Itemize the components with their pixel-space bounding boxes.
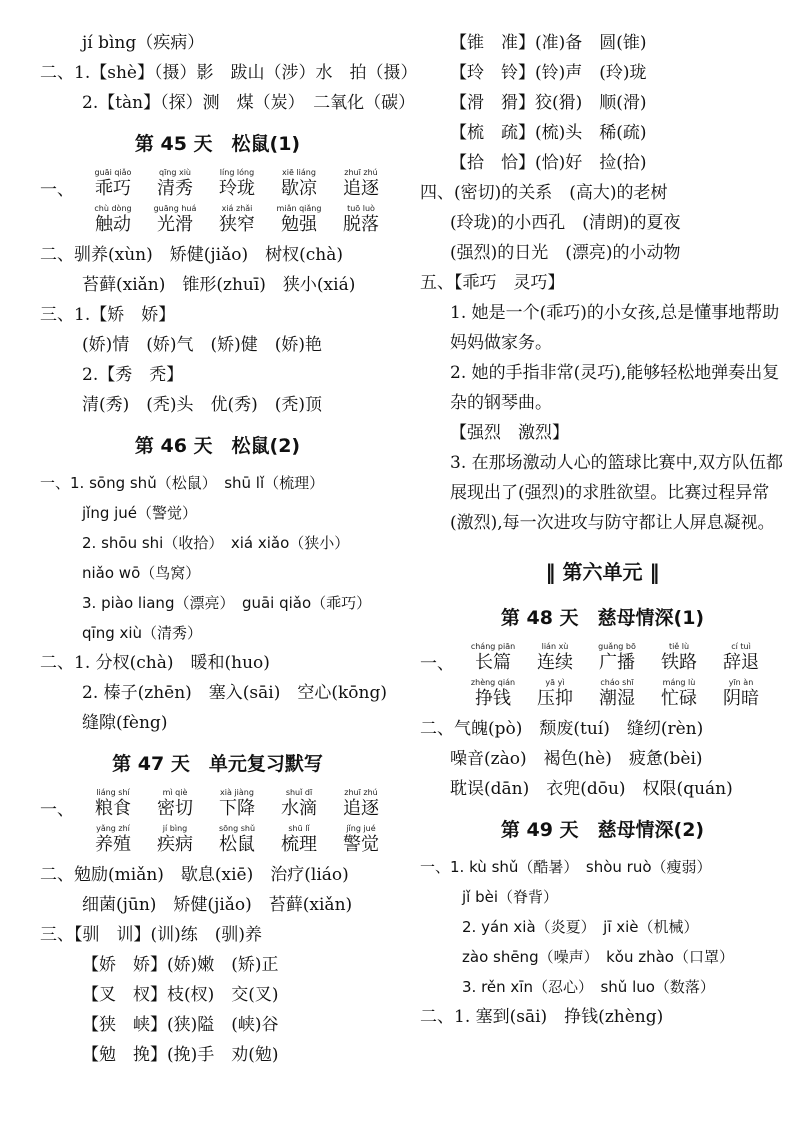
pinyin-word [144,168,206,200]
right-column [420,28,785,1032]
pinyin-text: jí bìng [162,824,188,833]
pinyin-row [420,642,785,674]
answer-line: 三、【驯 训】(训)练 (驯)养 [40,925,263,945]
pinyin-word [330,824,392,856]
pinyin-word [586,678,648,710]
chinese-word: 光滑 [157,214,193,235]
answer-line: 耽误(dān) 衣兜(dōu) 权限(quán) [450,779,733,799]
day-heading: 第 47 天 单元复习默写 [112,753,323,775]
left-column [40,28,418,1070]
pinyin-word [586,642,648,674]
answer-line: 2.【秀 秃】 [82,365,184,385]
pinyin-text: cí tuì [731,642,751,651]
unit-heading: ‖ 第六单元 ‖ [545,560,660,584]
pinyin-text: tiě lù [668,642,690,651]
chinese-word: 忙碌 [661,688,697,709]
chinese-word: 勉强 [281,214,317,235]
chinese-word: 清秀 [157,178,193,199]
answer-line: 【锥 准】(准)备 圆(锥) [450,33,647,53]
chinese-word: 乖巧 [95,178,131,199]
pinyin-word [206,168,268,200]
pinyin-text: lián xù [541,642,569,651]
chinese-word: 连续 [537,652,573,673]
pinyin-word [206,204,268,236]
answer-line: 【娇 娇】(娇)嫩 (矫)正 [82,955,279,975]
pinyin-text: shū lǐ [288,824,310,833]
chinese-word: 玲珑 [219,178,255,199]
answer-line: qīng xiù（清秀） [82,624,203,642]
pinyin-text: liáng shí [96,788,130,797]
answer-line: 一、1. kù shǔ（酷暑） shòu ruò（瘦弱） [420,858,712,876]
answer-line: jǐ bèi（脊背） [462,888,559,906]
answer-line: 二、1. 分杈(chà) 暖和(huo) [40,653,270,673]
ruby-cells [82,168,392,200]
pinyin-text: zhuī zhú [344,168,378,177]
pinyin-row [40,824,395,856]
pinyin-text: yǎng zhí [96,824,130,833]
section-marker: 一、 [40,180,74,200]
day-heading: 第 49 天 慈母情深(2) [500,819,705,841]
pinyin-text: qīng xiù [158,168,192,177]
pinyin-text: cháo shī [600,678,634,687]
answer-line: 细菌(jūn) 矫健(jiǎo) 苔藓(xiǎn) [82,895,353,915]
pinyin-word [462,678,524,710]
pinyin-text: guǎng bō [598,642,636,651]
chinese-word: 压抑 [537,688,573,709]
chinese-word: 狭窄 [219,214,255,235]
chinese-word: 长篇 [475,652,511,673]
chinese-word: 铁路 [661,652,697,673]
pinyin-text: yā yì [545,678,565,687]
answer-line: 【梳 疏】(梳)头 稀(疏) [450,123,647,143]
pinyin-word [144,204,206,236]
answer-line: 五、【乖巧 灵巧】 [420,273,565,293]
answer-line: jí bìng（疾病） [82,33,205,53]
pinyin-word [206,824,268,856]
pinyin-word [82,168,144,200]
answer-line: 2. 榛子(zhēn) 塞入(sāi) 空心(kōng) [82,683,387,703]
chinese-word: 松鼠 [219,834,255,855]
pinyin-word [82,824,144,856]
chinese-word: 粮食 [95,798,131,819]
answer-line: 2. shōu shi（收拾） xiá xiǎo（狭小） [82,534,350,552]
pinyin-text: guāi qiǎo [94,168,132,177]
answer-line: 【玲 铃】(铃)声 (玲)珑 [450,63,647,83]
pinyin-word [648,678,710,710]
answer-line: zào shēng（噪声） kǒu zhào（口罩） [462,948,734,966]
pinyin-word [524,642,586,674]
chinese-word: 疾病 [157,834,193,855]
answer-line: 二、勉励(miǎn) 歇息(xiē) 治疗(liáo) [40,865,349,885]
answer-line: 【狭 峡】(狭)隘 (峡)谷 [82,1015,279,1035]
ruby-cells [82,824,392,856]
pinyin-text: jǐng jué [346,824,376,833]
pinyin-word [710,678,772,710]
pinyin-word [330,168,392,200]
answer-line: 二、气魄(pò) 颓废(tuí) 缝纫(rèn) [420,719,704,739]
pinyin-text: yīn àn [728,678,754,687]
answer-line: 三、1.【矫 娇】 [40,305,176,325]
section-marker: 一、 [420,654,454,674]
chinese-word: 脱落 [343,214,379,235]
chinese-word: 触动 [95,214,131,235]
section-marker: 一、 [40,800,74,820]
day-heading: 第 48 天 慈母情深(1) [500,607,705,629]
answer-line: 【滑 猾】狡(猾) 顺(滑) [450,93,647,113]
pinyin-text: zhèng qián [470,678,516,687]
pinyin-word [82,204,144,236]
answer-paragraph: 2. 她的手指非常(灵巧),能够轻松地弹奏出复杂的钢琴曲。 [450,363,780,413]
pinyin-word [462,642,524,674]
answer-line: 清(秀) (秃)头 优(秀) (秃)顶 [82,395,323,415]
chinese-word: 下降 [219,798,255,819]
chinese-word: 辞退 [723,652,759,673]
answer-line: 3. piào liang（漂亮） guāi qiǎo（乖巧） [82,594,372,612]
pinyin-text: cháng piān [470,642,516,651]
answer-line: 四、(密切)的关系 (高大)的老树 [420,183,668,203]
pinyin-text: xiē liáng [282,168,316,177]
answer-line: 一、1. sōng shǔ（松鼠） shū lǐ（梳理） [40,474,325,492]
pinyin-text: miǎn qiǎng [276,204,322,213]
answer-line: (娇)情 (娇)气 (矫)健 (娇)艳 [82,335,323,355]
pinyin-text: guāng huá [153,204,197,213]
answer-line: 【叉 杈】枝(杈) 交(叉) [82,985,279,1005]
answer-line: 2. yán xià（炎夏） jī xiè（机械） [462,918,699,936]
chinese-word: 密切 [157,798,193,819]
pinyin-word [144,824,206,856]
chinese-word: 养殖 [95,834,131,855]
chinese-word: 水滴 [281,798,317,819]
pinyin-word [82,788,144,820]
answer-paragraph: 1. 她是一个(乖巧)的小女孩,总是懂事地帮助妈妈做家务。 [450,303,780,353]
answer-line: 二、1.【shè】（摄）影 跋山（涉）水 拍（摄） [40,63,418,83]
pinyin-text: chù dòng [94,204,132,213]
pinyin-word [206,788,268,820]
answer-line: 3. rěn xīn（忍心） shǔ luo（数落） [462,978,715,996]
pinyin-row [420,678,785,710]
pinyin-row [40,168,395,200]
answer-line: 2.【tàn】（探）测 煤（炭） 二氧化（碳） [82,93,416,113]
answer-line: 【拾 恰】(恰)好 捡(拾) [450,153,647,173]
pinyin-word [268,204,330,236]
pinyin-text: zhuī zhú [344,788,378,797]
answer-line: 缝隙(fèng) [82,713,168,733]
answer-line: 二、1. 塞到(sāi) 挣钱(zhèng) [420,1007,664,1027]
answer-line: 【强烈 激烈】 [450,423,569,443]
pinyin-word [268,824,330,856]
ruby-cells [82,788,392,820]
pinyin-word [648,642,710,674]
pinyin-text: máng lù [662,678,696,687]
ruby-cells [462,678,772,710]
chinese-word: 梳理 [281,834,317,855]
answer-line: 二、驯养(xùn) 矫健(jiǎo) 树杈(chà) [40,245,343,265]
pinyin-text: mì qiè [162,788,188,797]
day-heading: 第 46 天 松鼠(2) [134,435,301,457]
pinyin-text: sōng shǔ [218,824,256,833]
pinyin-word [268,168,330,200]
pinyin-text: shuǐ dī [285,788,313,797]
chinese-word: 潮湿 [599,688,635,709]
pinyin-word [524,678,586,710]
chinese-word: 广播 [599,652,635,673]
answer-line: (强烈)的日光 (漂亮)的小动物 [450,243,681,263]
pinyin-word [330,788,392,820]
chinese-word: 追逐 [343,798,379,819]
pinyin-text: xiá zhǎi [221,204,253,213]
chinese-word: 挣钱 [475,688,511,709]
pinyin-text: líng lóng [219,168,255,177]
chinese-word: 警觉 [343,834,379,855]
answer-line: (玲珑)的小西孔 (清朗)的夏夜 [450,213,681,233]
pinyin-word [330,204,392,236]
chinese-word: 阴暗 [723,688,759,709]
answer-line: niǎo wō（鸟窝） [82,564,201,582]
day-heading: 第 45 天 松鼠(1) [134,133,301,155]
ruby-cells [462,642,772,674]
pinyin-word [144,788,206,820]
pinyin-row [40,788,395,820]
answer-paragraph: 3. 在那场激动人心的篮球比赛中,双方队伍都展现出了(强烈)的求胜欲望。比赛过程异常(激烈),每一次进攻与防守都让人屏息凝视。 [450,453,784,533]
answer-line: jǐng jué（警觉） [82,504,198,522]
chinese-word: 追逐 [343,178,379,199]
pinyin-text: tuō luò [347,204,375,213]
answer-line: 噪音(zào) 褐色(hè) 疲惫(bèi) [450,749,703,769]
answer-line: 【勉 挽】(挽)手 劝(勉) [82,1045,279,1065]
ruby-cells [82,204,392,236]
pinyin-row [40,204,395,236]
chinese-word: 歇凉 [281,178,317,199]
pinyin-word [710,642,772,674]
answer-line: 苔藓(xiǎn) 锥形(zhuī) 狭小(xiá) [82,275,356,295]
pinyin-word [268,788,330,820]
pinyin-text: xià jiàng [220,788,254,797]
